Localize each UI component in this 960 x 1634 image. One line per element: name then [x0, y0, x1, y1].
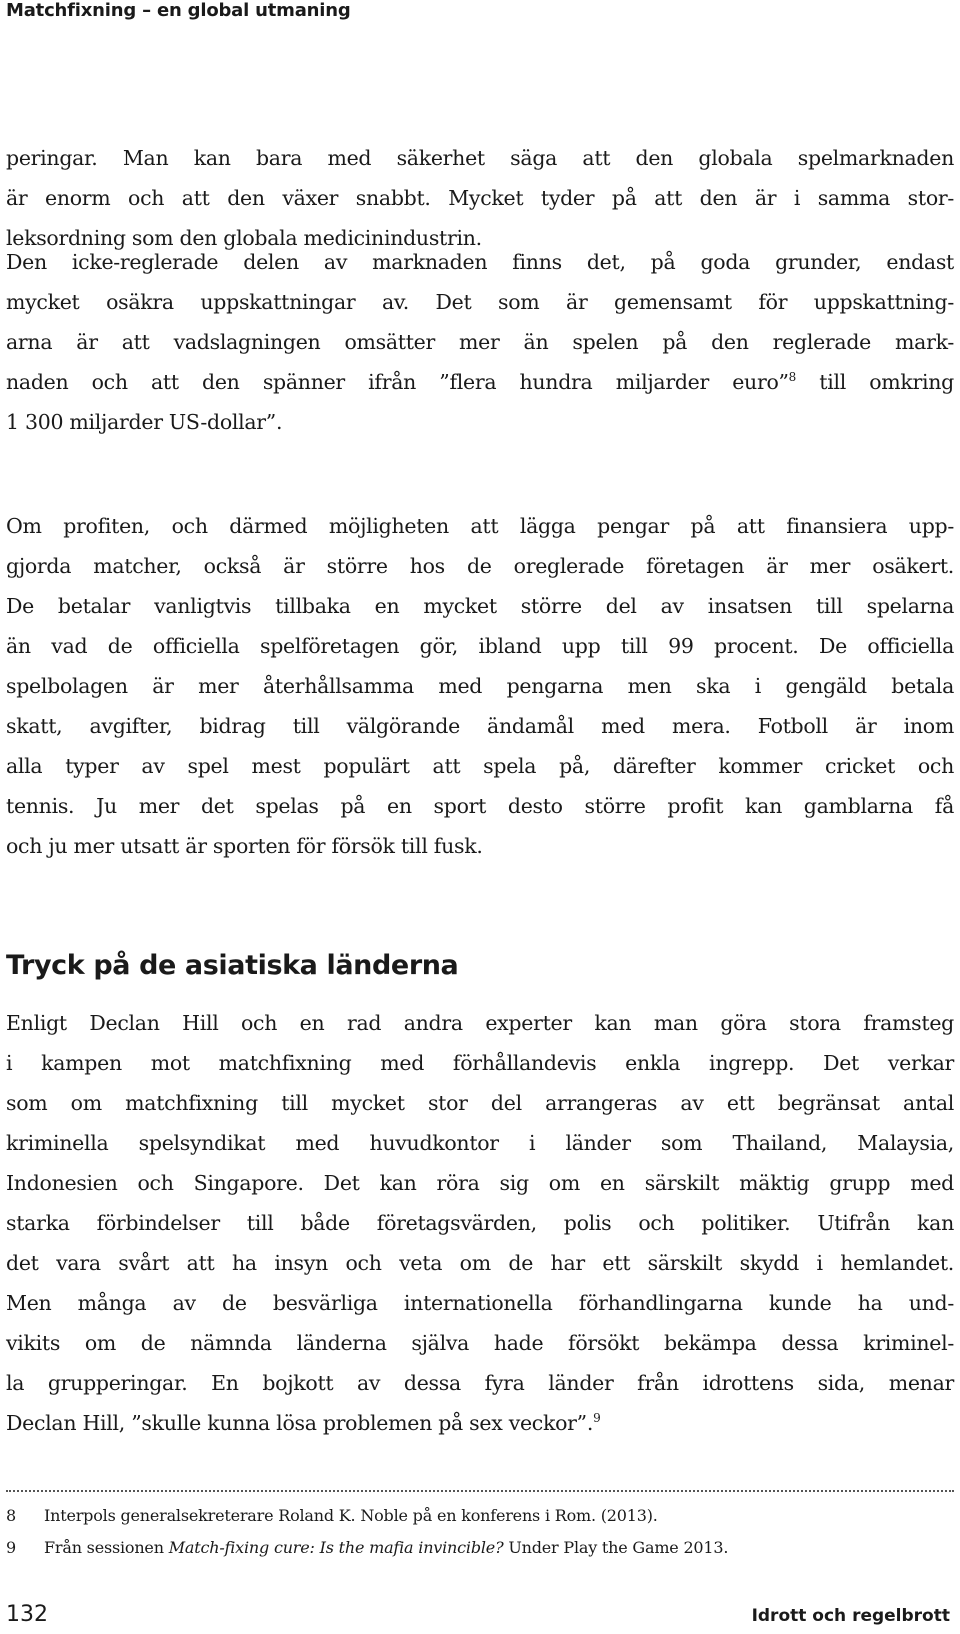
footnote-number: 9: [6, 1538, 16, 1557]
footnote-8: [6, 1500, 954, 1532]
section-heading: Tryck på de asiatiska länderna: [6, 950, 459, 981]
text-line: 1 300 miljarder US-dollar”.: [6, 410, 283, 434]
text-line: spelbolagen är mer återhållsamma med pengarna men ska i gengäld betala: [6, 674, 954, 698]
text-line: är enorm och att den växer snabbt. Mycket tyder på att den är i samma stor-: [6, 186, 954, 210]
footnote-text: [44, 1500, 658, 1532]
footnote-ref-9[interactable]: 9: [593, 1411, 601, 1426]
text-line: gjorda matcher, också är större hos de oreglerade företagen är mer osäkert.: [6, 554, 954, 578]
text-line: kriminella spelsyndikat med huvudkontor i länder som Thailand, Malaysia,: [6, 1131, 954, 1155]
page-number: 132: [6, 1602, 48, 1627]
text-line: som om matchfixning till mycket stor del arrangeras av ett begränsat antal: [6, 1091, 954, 1115]
text-line: och ju mer utsatt är sporten för försök till fusk.: [6, 834, 483, 858]
text-line: alla typer av spel mest populärt att spela på, därefter kommer cricket och: [6, 754, 954, 778]
text-line: Den icke-reglerade delen av marknaden finns det, på goda grunder, endast: [6, 250, 954, 274]
text-line: leksordning som den globala medicinindustrin.: [6, 226, 482, 250]
text-line: Om profiten, och därmed möjligheten att lägga pengar på att finansiera upp-: [6, 514, 954, 538]
text-line: i kampen mot matchfixning med förhållandevis enkla ingrepp. Det verkar: [6, 1051, 954, 1075]
running-footer: Idrott och regelbrott: [751, 1606, 950, 1626]
footnote-number: 8: [6, 1506, 16, 1525]
text-line: än vad de officiella spelföretagen gör, ibland upp till 99 procent. De officiella: [6, 634, 954, 658]
text-run: Declan Hill, ”skulle kunna lösa problemen på sex veckor”.: [6, 1411, 594, 1435]
text-run: Interpols generalsekreterare Roland K. Noble på en konferens i Rom. (2013).: [44, 1506, 658, 1525]
paragraph-3: [6, 506, 954, 866]
paragraph-2: [6, 242, 954, 442]
footnote-9: [6, 1532, 954, 1564]
text-run: naden och att den spänner ifrån ”flera hundra miljarder euro”: [6, 370, 789, 394]
text-run-italic: Match-fixing cure: Is the mafia invincible?: [168, 1538, 504, 1557]
text-line: la grupperingar. En bojkott av dessa fyra länder från idrottens sida, menar: [6, 1371, 954, 1395]
footnote-ref-8[interactable]: 8: [788, 370, 797, 385]
text-line: De betalar vanligtvis tillbaka en mycket större del av insatsen till spelarna: [6, 594, 954, 618]
text-line: tennis. Ju mer det spelas på en sport desto större profit kan gamblarna få: [6, 794, 954, 818]
text-run: Från sessionen: [44, 1538, 169, 1557]
text-line: skatt, avgifter, bidrag till välgörande ändamål med mera. Fotboll är inom: [6, 714, 954, 738]
text-line: Enligt Declan Hill och en rad andra experter kan man göra stora framsteg: [6, 1011, 954, 1035]
text-line: det vara svårt att ha insyn och veta om de har ett särskilt skydd i hemlandet.: [6, 1251, 954, 1275]
paragraph-1: [6, 138, 954, 258]
text-line: [6, 1403, 954, 1443]
text-line: mycket osäkra uppskattningar av. Det som är gemensamt för uppskattning-: [6, 290, 954, 314]
running-header: Matchfixning – en global utmaning: [6, 0, 351, 21]
text-run: till omkring: [796, 370, 954, 394]
text-line: [6, 362, 954, 402]
text-line: vikits om de nämnda länderna själva hade försökt bekämpa dessa kriminel-: [6, 1331, 954, 1355]
footnote-text: [44, 1532, 728, 1564]
footnote-divider: [6, 1490, 954, 1492]
text-line: starka förbindelser till både företagsvärden, polis och politiker. Utifrån kan: [6, 1211, 954, 1235]
footnotes: [6, 1500, 954, 1564]
text-run: Under Play the Game 2013.: [503, 1538, 729, 1557]
text-line: arna är att vadslagningen omsätter mer än spelen på den reglerade mark-: [6, 330, 954, 354]
text-line: peringar. Man kan bara med säkerhet säga att den globala spelmarknaden: [6, 146, 954, 170]
paragraph-4: [6, 1003, 954, 1443]
text-line: Men många av de besvärliga internationella förhandlingarna kunde ha und-: [6, 1291, 954, 1315]
text-line: Indonesien och Singapore. Det kan röra sig om en särskilt mäktig grupp med: [6, 1171, 954, 1195]
